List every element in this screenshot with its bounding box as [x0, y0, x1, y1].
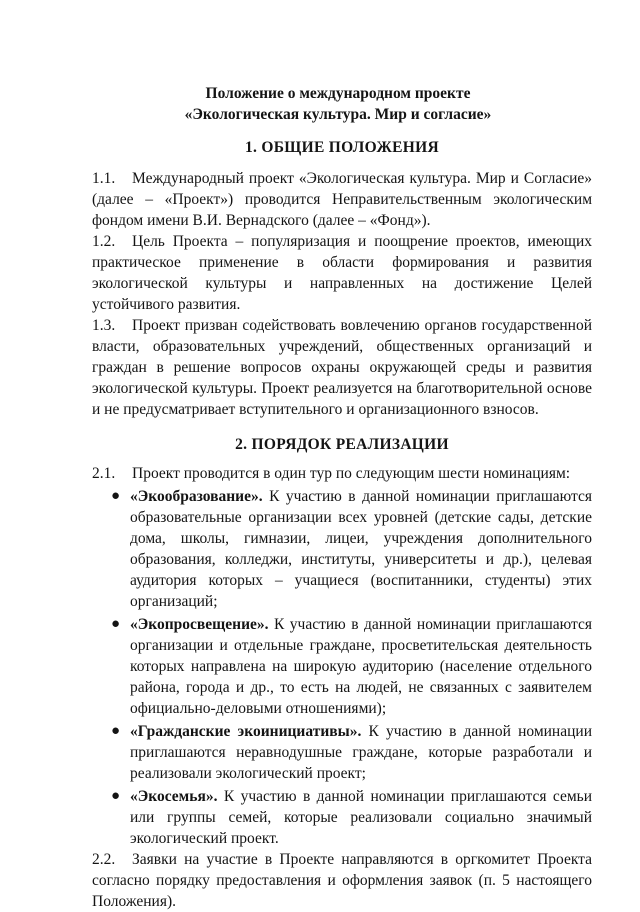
clause-2-1: [92, 463, 592, 484]
nominations-list: [92, 486, 592, 849]
bullet-icon: ●: [111, 788, 121, 804]
nomination-text: К участию в данной номинации приглашаются неравнодушные граждане, которые разработали и реализовали экологический проект;: [130, 723, 592, 782]
clause-number: 1.2.: [92, 233, 116, 250]
clause-2-2: [92, 849, 592, 912]
nomination-text: К участию в данной номинации приглашаются образовательные организации всех уровней (детские сады, детские дома, школы, гимназии, лицеи, учреждения дополнительного образования, колледжи, институты, университеты и др.), целевая аудитория которых – учащиеся (воспитанники, студенты) этих организаций;: [130, 488, 592, 610]
section-2-heading: 2. ПОРЯДОК РЕАЛИЗАЦИИ: [235, 436, 449, 453]
clause-text: Проект проводится в один тур по следующим шести номинациям:: [132, 465, 571, 482]
bullet-icon: ●: [111, 723, 121, 739]
nomination-name: «Экопросвещение».: [130, 616, 269, 633]
nomination-name: «Гражданские экоинициативы».: [130, 723, 362, 740]
clause-text: Заявки на участие в Проекте направляются в оргкомитет Проекта согласно порядку предоставления и оформления заявок (п. 5 настоящего Положения).: [92, 851, 592, 910]
clause-1-1: [92, 168, 592, 231]
section-1-heading: 1. ОБЩИЕ ПОЛОЖЕНИЯ: [244, 139, 440, 156]
bullet-icon: ●: [111, 488, 121, 504]
title-line-1: Положение о международном проекте: [205, 85, 471, 102]
nomination-text: К участию в данной номинации приглашаются семьи или группы семей, которые реализовали социально значимый экологический проект.: [130, 788, 592, 847]
list-item: [92, 614, 592, 719]
clause-number: 1.1.: [92, 170, 116, 187]
clause-text: Международный проект «Экологическая культура. Мир и Согласие» (далее – «Проект») проводится Неправительственным экологическим фондом имени В.И. Вернадского (далее – «Фонд»).: [92, 170, 592, 229]
bullet-icon: ●: [111, 616, 121, 632]
list-item: [92, 721, 592, 784]
clause-1-3: [92, 315, 592, 420]
document-title: [84, 83, 592, 125]
clause-number: 2.2.: [92, 851, 116, 868]
list-item: [92, 786, 592, 849]
clause-1-2: [92, 231, 592, 315]
nomination-name: «Экообразование».: [130, 488, 263, 505]
title-line-2: «Экологическая культура. Мир и согласие»: [184, 106, 492, 123]
nomination-text: К участию в данной номинации приглашаются организации и отдельные граждане, просветительская деятельность которых направлена на широкую аудиторию (население отдельного района, города и др., то есть на людей, не связанных с заявителем официально-деловыми отношениями);: [130, 616, 592, 717]
clause-text: Цель Проекта – популяризация и поощрение проектов, имеющих практическое применение в области формирования и развития экологической культуры и направленных на достижение Целей устойчивого развития.: [92, 233, 592, 313]
clause-text: Проект призван содействовать вовлечению органов государственной власти, образовательных учреждений, общественных организаций и граждан в решение вопросов охраны окружающей среды и развития экологической культуры. Проект реализуется на благотворительной основе и не предусматривает вступительного и организационного взносов.: [92, 317, 592, 418]
clause-number: 1.3.: [92, 317, 116, 334]
clause-number: 2.1.: [92, 465, 116, 482]
list-item: [92, 486, 592, 612]
nomination-name: «Экосемья».: [130, 788, 218, 805]
